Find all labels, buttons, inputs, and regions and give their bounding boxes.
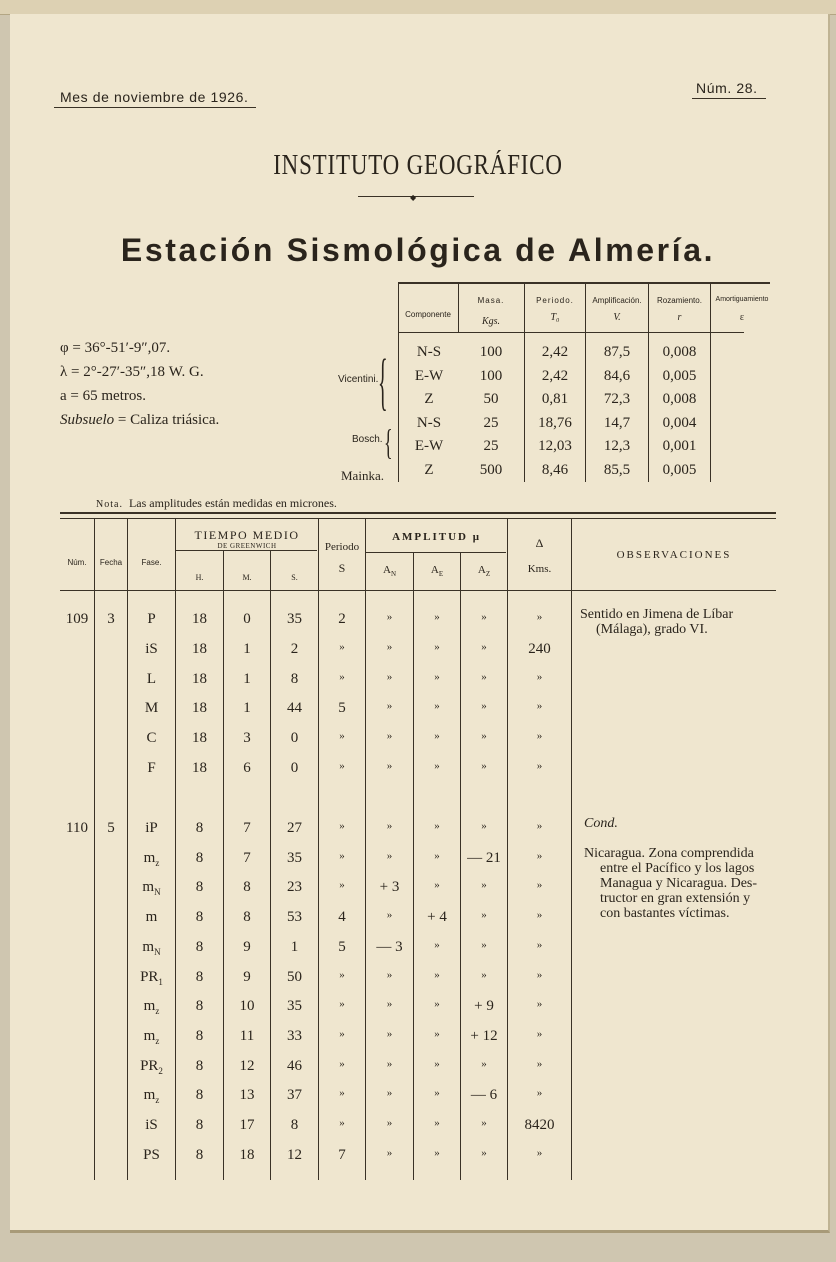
row-cell-d: »: [536, 998, 543, 1011]
hdr-observaciones: OBSERVACIONES: [616, 549, 732, 561]
row-cell-s: 44: [287, 700, 302, 717]
main-top-rule-2: [60, 518, 776, 519]
hdr-amplificacion-unit: V.: [613, 312, 621, 323]
phase-subscript: z: [155, 1095, 160, 1106]
row-cell-s: 33: [287, 1027, 302, 1044]
instr-cell-periodo: 0,81: [541, 391, 569, 408]
hdr-ae: [414, 564, 460, 578]
row-cell-h: 8: [195, 998, 204, 1015]
row-cell-an: »: [386, 849, 393, 862]
hdr-delta: Δ: [535, 536, 544, 550]
row-cell-ae: »: [434, 640, 440, 653]
obs-line: Nicaragua. Zona comprendida: [584, 846, 754, 861]
phase-subscript: z: [155, 1035, 160, 1046]
hdr-az-a: A: [477, 564, 486, 576]
row-cell-az: »: [481, 1146, 487, 1159]
hdr-kms: Kms.: [527, 563, 552, 575]
row-cell-d: »: [536, 1027, 543, 1040]
row-cell-ae: »: [434, 820, 440, 832]
row-cell-s: 35: [287, 849, 302, 866]
row-cell-h: 8: [195, 1057, 204, 1074]
obs-line: (Málaga), grado VI.: [596, 622, 708, 637]
row-cell-h: 8: [195, 879, 204, 896]
nota: [96, 496, 337, 511]
row-cell-fase: [128, 820, 175, 837]
row-cell-per: 4: [338, 909, 346, 926]
row-cell-h: 8: [195, 1117, 204, 1133]
hdr-masa: Masa.: [477, 296, 505, 305]
phase-label: m: [143, 1087, 156, 1104]
hdr-tiempo-sub: DE GREENWICH: [217, 542, 277, 550]
row-cell-per: »: [339, 730, 345, 743]
top-edge: [0, 0, 836, 15]
subsoil: [60, 412, 219, 429]
instr-cell-roz: 0,005: [662, 367, 697, 384]
hdr-amortiguamiento: Amortiguamiento: [715, 296, 769, 303]
instr-cell-masa: 500: [479, 462, 503, 478]
instr-cell-comp: E-W: [414, 367, 444, 384]
latitude: φ = 36°-51′-9″,07.: [60, 340, 171, 356]
row-cell-s: 12: [287, 1146, 302, 1163]
row-cell-d: »: [536, 700, 543, 713]
row-cell-az: — 6: [470, 1087, 498, 1104]
instr-cell-periodo: 8,46: [541, 462, 569, 478]
hdr-az-sub: Z: [485, 570, 491, 579]
instr-top-rule: [398, 282, 770, 284]
row-cell-d: »: [536, 760, 543, 772]
phase-label: P: [147, 611, 156, 627]
row-cell-ae: »: [434, 998, 440, 1011]
row-cell-fase: [128, 611, 175, 628]
row-cell-m: 17: [239, 1117, 255, 1133]
instr-cell-amp: 85,5: [603, 462, 631, 478]
row-cell-an: + 3: [379, 879, 400, 896]
subsoil-label: Subsuelo: [60, 412, 115, 428]
hdr-tiempo: TIEMPO MEDIO: [194, 528, 300, 542]
row-cell-m: 9: [243, 938, 251, 955]
issue-number: Núm. 28.: [696, 80, 758, 96]
row-cell-m: 7: [243, 849, 251, 866]
row-cell-per: 7: [338, 1146, 346, 1163]
row-cell-d: »: [536, 1146, 543, 1159]
row-cell-an: »: [386, 670, 393, 683]
row-cell-h: 18: [192, 700, 207, 717]
row-cell-az: »: [481, 879, 487, 892]
hdr-num: Núm.: [67, 558, 87, 567]
row-cell-per: »: [339, 760, 345, 772]
instr-cell-comp: Z: [424, 391, 434, 408]
hdr-periodo-unit: T₀: [550, 312, 560, 323]
row-cell-fase: [128, 1147, 175, 1164]
row-cell-m: 8: [243, 909, 251, 926]
hdr-ae-sub: E: [438, 570, 444, 579]
row-cell-ae: »: [434, 938, 440, 951]
row-cell-ae: »: [434, 730, 440, 743]
row-cell-d: »: [536, 849, 543, 862]
phase-label: m: [143, 1027, 156, 1044]
phase-label: PS: [143, 1146, 160, 1163]
row-cell-m: 1: [243, 670, 251, 687]
obs-line: entre el Pacífico y los lagos: [600, 861, 755, 876]
phase-label: iS: [145, 640, 158, 657]
row-cell-s: 27: [287, 820, 302, 836]
row-cell-per: »: [339, 1027, 345, 1040]
row-cell-m: 3: [243, 730, 251, 747]
row-cell-s: 0: [290, 730, 299, 747]
row-cell-an: »: [386, 1117, 393, 1129]
row-cell-fase: [128, 909, 175, 926]
row-cell-d: »: [536, 1057, 543, 1070]
hdr-m: M.: [242, 573, 252, 582]
row-cell-per: »: [339, 820, 345, 832]
subsoil-value: = Caliza triásica.: [114, 412, 220, 428]
row-cell-fase: [128, 671, 175, 688]
row-cell-ae: »: [434, 760, 440, 772]
row-cell-m: 0: [243, 611, 251, 627]
row-cell-m: 1: [243, 640, 251, 657]
instr-cell-masa: 25: [483, 414, 499, 431]
row-cell-an: »: [386, 968, 393, 981]
instr-cell-roz: 0,001: [662, 438, 697, 455]
amplitud-rule: [366, 552, 506, 553]
row-cell-m: 8: [243, 879, 251, 896]
row-cell-fase: [128, 1058, 175, 1076]
phase-subscript: N: [154, 887, 161, 898]
row-cell-h: 18: [192, 730, 207, 747]
row-cell-d: »: [536, 611, 543, 623]
row-cell-fase: [128, 700, 175, 717]
hdr-az: [461, 564, 507, 578]
instr-cell-amp: 12,3: [603, 438, 631, 455]
main-top-rule: [60, 512, 776, 514]
phase-label: m: [145, 909, 158, 926]
row-cell-az: »: [481, 640, 487, 653]
row-cell-an: »: [386, 640, 393, 653]
row-cell-fase: [128, 998, 175, 1016]
row-cell-az: + 12: [470, 1027, 498, 1044]
obs-line: Sentido en Jimena de Líbar: [580, 607, 734, 622]
row-cell-h: 8: [195, 849, 204, 866]
hdr-an: [366, 564, 413, 578]
row-cell-fase: [128, 939, 175, 957]
row-cell-az: »: [481, 909, 487, 922]
instr-cell-roz: 0,005: [662, 462, 697, 478]
main-vline: [571, 519, 572, 1180]
row-cell-d: »: [536, 820, 543, 832]
instr-cell-roz: 0,008: [662, 344, 697, 360]
brace-vicentini: {: [378, 348, 388, 419]
main-header-rule: [60, 590, 776, 591]
row-cell-m: 12: [239, 1057, 255, 1074]
month-underline: [54, 107, 256, 108]
row-cell-s: 0: [290, 760, 299, 776]
phase-label: m: [142, 938, 155, 955]
row-cell-h: 8: [195, 968, 204, 985]
row-cell-per: »: [339, 998, 345, 1011]
instr-cell-amp: 84,6: [603, 367, 631, 384]
phase-label: m: [143, 998, 156, 1015]
phase-label: iS: [145, 1117, 158, 1133]
row-cell-an: »: [386, 909, 393, 922]
row-cell-h: 18: [192, 611, 207, 627]
hdr-amortiguamiento-unit: ε: [739, 312, 745, 323]
row-cell-m: 18: [239, 1146, 255, 1163]
instr-cell-masa: 100: [479, 344, 503, 360]
row-cell-per: »: [339, 640, 345, 653]
row-cell-fecha: 3: [107, 611, 115, 627]
row-cell-ae: »: [434, 879, 440, 892]
hdr-rozamiento-unit: r: [677, 312, 682, 323]
instr-cell-periodo: 12,03: [538, 438, 572, 455]
phase-label: M: [144, 700, 159, 717]
row-cell-per: 5: [338, 938, 346, 955]
row-cell-h: 8: [195, 909, 204, 926]
row-cell-fase: [128, 730, 175, 747]
row-cell-az: »: [481, 611, 487, 623]
row-cell-ae: »: [434, 968, 440, 981]
phase-label: PR: [140, 1057, 159, 1074]
phase-label: F: [147, 760, 156, 776]
instr-cell-comp: Z: [424, 462, 434, 478]
instr-cell-periodo: 2,42: [541, 344, 569, 360]
row-cell-h: 8: [195, 1087, 204, 1104]
row-cell-d: »: [536, 1087, 543, 1100]
nota-label: Nota.: [96, 499, 123, 510]
phase-subscript: z: [155, 1006, 160, 1017]
row-cell-s: 8: [290, 670, 299, 687]
row-cell-ae: + 4: [427, 909, 447, 926]
row-cell-az: »: [481, 968, 487, 981]
row-cell-an: »: [386, 1087, 393, 1100]
longitude: λ = 2°-27′-35″,18 W. G.: [60, 364, 204, 380]
hdr-h: H.: [195, 573, 204, 582]
hdr-periodo-unit: S: [338, 561, 346, 575]
hdr-fase: Fase.: [141, 558, 162, 567]
row-cell-d: »: [536, 670, 543, 683]
observation-109: [580, 607, 733, 637]
row-cell-s: 23: [287, 879, 302, 896]
phase-label: L: [146, 670, 157, 687]
row-cell-m: 9: [243, 968, 251, 985]
row-cell-an: »: [386, 820, 393, 832]
instr-cell-comp: N-S: [416, 414, 442, 431]
row-cell-fase: [128, 1117, 175, 1134]
hdr-ae-a: A: [430, 564, 439, 576]
hdr-an-sub: N: [390, 570, 396, 579]
phase-label: C: [146, 730, 157, 747]
row-cell-per: 2: [338, 611, 346, 627]
row-cell-m: 11: [239, 1027, 255, 1044]
row-cell-per: »: [339, 879, 345, 892]
hdr-s: S.: [291, 573, 298, 582]
group-mainka: Mainka.: [341, 468, 384, 483]
row-cell-ae: »: [434, 1087, 440, 1100]
row-cell-d: »: [536, 968, 543, 981]
row-cell-fase: [128, 850, 175, 868]
row-cell-an: — 3: [376, 938, 403, 955]
row-cell-az: »: [481, 820, 487, 832]
phase-label: PR: [140, 968, 159, 985]
row-cell-az: »: [481, 670, 487, 683]
phase-label: m: [143, 849, 156, 866]
instr-cell-amp: 72,3: [603, 391, 631, 408]
hdr-amplificacion: Amplificación.: [592, 296, 642, 305]
instr-cell-comp: N-S: [416, 344, 442, 360]
row-cell-az: »: [481, 760, 487, 772]
phase-subscript: z: [155, 857, 160, 868]
row-cell-s: 50: [287, 968, 302, 985]
brace-bosch: {: [384, 422, 393, 462]
obs-line: Managua y Nicaragua. Des-: [600, 876, 758, 891]
instr-cell-roz: 0,004: [662, 414, 697, 431]
row-cell-per: »: [339, 670, 345, 683]
hdr-masa-unit: Kgs.: [481, 316, 501, 327]
row-cell-per: »: [339, 1117, 345, 1129]
row-cell-fecha: 5: [107, 820, 115, 836]
row-cell-s: 53: [287, 909, 302, 926]
hdr-amplitud: AMPLITUD μ: [392, 531, 481, 543]
row-cell-per: 5: [338, 700, 346, 717]
row-cell-an: »: [386, 760, 393, 772]
row-cell-ae: »: [434, 1027, 440, 1040]
row-cell-d: »: [536, 730, 543, 743]
row-cell-h: 8: [195, 1027, 204, 1044]
row-cell-per: »: [339, 849, 345, 862]
row-cell-d: 240: [528, 640, 551, 657]
instr-cell-roz: 0,008: [662, 391, 697, 408]
group-vicentini: Vicentini.: [338, 374, 379, 385]
instr-cell-masa: 50: [483, 391, 499, 408]
month-label: Mes de noviembre de 1926.: [60, 89, 249, 105]
row-cell-az: »: [481, 938, 487, 951]
phase-subscript: N: [154, 946, 161, 957]
phase-subscript: 1: [158, 976, 163, 987]
row-cell-an: »: [386, 998, 393, 1011]
row-cell-num: 109: [65, 611, 89, 627]
obs-line: con bastantes víctimas.: [600, 906, 730, 921]
row-cell-s: 2: [290, 640, 299, 657]
row-cell-s: 1: [290, 938, 299, 955]
row-cell-an: »: [386, 611, 393, 623]
instr-cell-periodo: 2,42: [541, 367, 569, 384]
row-cell-fase: [128, 1087, 175, 1105]
station-title: Estación Sismológica de Almería.: [120, 232, 716, 268]
hdr-an-a: A: [382, 564, 391, 576]
row-cell-h: 8: [195, 938, 204, 955]
row-cell-d: »: [536, 938, 543, 951]
altitude: a = 65 metros.: [60, 388, 146, 404]
row-cell-num: 110: [66, 820, 88, 836]
row-cell-m: 7: [243, 820, 251, 836]
row-cell-fase: [128, 641, 175, 658]
row-cell-m: 13: [239, 1087, 255, 1104]
row-cell-an: »: [386, 700, 393, 713]
phase-subscript: 2: [158, 1065, 163, 1076]
instr-cell-masa: 25: [483, 438, 499, 455]
row-cell-h: 18: [192, 640, 207, 657]
row-cell-az: »: [481, 700, 487, 713]
row-cell-per: »: [339, 968, 345, 981]
row-cell-d: »: [536, 909, 543, 922]
instr-cell-comp: E-W: [414, 438, 444, 455]
group-bosch: Bosch.: [352, 434, 383, 445]
row-cell-s: 35: [287, 998, 302, 1015]
row-cell-an: »: [386, 1057, 393, 1070]
row-cell-ae: »: [434, 670, 440, 683]
row-cell-d: 8420: [524, 1117, 555, 1133]
row-cell-ae: »: [434, 700, 440, 713]
institute-title: INSTITUTO GEOGRÁFICO: [273, 150, 563, 181]
row-cell-fase: [128, 760, 175, 777]
row-cell-h: 8: [195, 1146, 204, 1163]
row-cell-an: »: [386, 1146, 393, 1159]
row-cell-ae: »: [434, 1117, 440, 1129]
row-cell-per: »: [339, 1087, 345, 1100]
row-cell-h: 18: [192, 670, 207, 687]
row-cell-an: »: [386, 1027, 393, 1040]
row-cell-m: 10: [239, 998, 255, 1015]
row-cell-s: 8: [290, 1117, 299, 1133]
row-cell-fase: [128, 969, 175, 987]
row-cell-h: 8: [195, 820, 204, 836]
row-cell-per: »: [339, 1057, 345, 1070]
row-cell-h: 18: [192, 760, 207, 776]
row-cell-s: 35: [287, 611, 302, 627]
row-cell-ae: »: [434, 611, 440, 623]
hdr-fecha: Fecha: [99, 558, 123, 567]
instr-cell-amp: 14,7: [603, 414, 631, 431]
row-cell-fase: [128, 1028, 175, 1046]
row-cell-s: 37: [287, 1087, 302, 1104]
instr-cell-masa: 100: [479, 367, 503, 384]
hdr-componente: Componente: [405, 310, 451, 319]
hdr-periodo: Periodo.: [536, 296, 574, 305]
row-cell-s: 46: [287, 1057, 302, 1074]
instr-cell-amp: 87,5: [603, 344, 631, 360]
row-cell-ae: »: [434, 1146, 440, 1159]
row-cell-m: 6: [243, 760, 251, 776]
nota-text: Las amplitudes están medidas en micrones.: [128, 496, 337, 510]
row-cell-fase: [128, 879, 175, 897]
row-cell-ae: »: [434, 1057, 440, 1070]
instr-header-rule: [398, 332, 744, 333]
observation-110: [584, 846, 757, 921]
row-cell-m: 1: [243, 700, 251, 717]
number-underline: [692, 98, 766, 99]
row-cell-az: »: [481, 1117, 487, 1129]
row-cell-az: — 21: [467, 849, 501, 866]
hdr-rozamiento: Rozamiento.: [657, 296, 702, 305]
row-cell-az: + 9: [474, 998, 494, 1015]
row-cell-an: »: [386, 730, 393, 743]
obs-line: tructor en gran extensión y: [600, 891, 751, 906]
row-cell-az: »: [481, 1057, 487, 1070]
instr-cell-periodo: 18,76: [538, 414, 572, 431]
phase-label: iP: [145, 820, 158, 836]
phase-label: m: [142, 879, 155, 896]
row-cell-ae: »: [434, 849, 440, 862]
tiempo-rule: [175, 550, 317, 551]
hdr-periodo: Periodo: [324, 541, 360, 553]
row-cell-d: »: [536, 879, 543, 892]
row-cell-az: »: [481, 730, 487, 743]
ornament-diamond: ◆: [410, 193, 417, 202]
observation-110-title: Cond.: [584, 816, 618, 831]
